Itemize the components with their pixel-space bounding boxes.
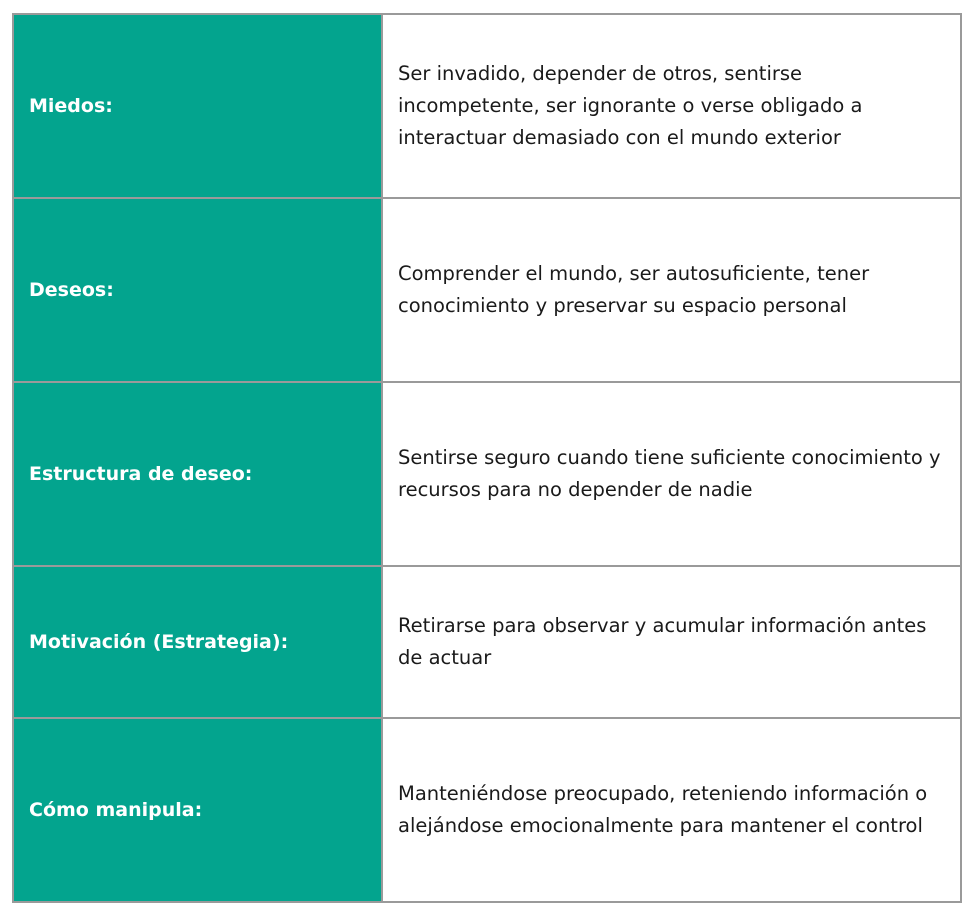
row-label: Miedos: [13, 14, 382, 198]
personality-traits-table [12, 13, 962, 903]
row-value: Retirarse para observar y acumular información antes de actuar [382, 566, 961, 718]
table-row-miedos [13, 14, 961, 198]
table-row-estructura-de-deseo [13, 382, 961, 566]
table-row-deseos [13, 198, 961, 382]
row-label: Estructura de deseo: [13, 382, 382, 566]
table-row-motivacion [13, 566, 961, 718]
row-label: Cómo manipula: [13, 718, 382, 902]
table-row-como-manipula [13, 718, 961, 902]
row-label: Motivación (Estrategia): [13, 566, 382, 718]
row-value: Sentirse seguro cuando tiene suficiente conocimiento y recursos para no depender de nadie [382, 382, 961, 566]
row-value: Ser invadido, depender de otros, sentirse incompetente, ser ignorante o verse obligado a interactuar demasiado con el mundo exterior [382, 14, 961, 198]
row-value: Manteniéndose preocupado, reteniendo información o alejándose emocionalmente para mantener el control [382, 718, 961, 902]
row-label: Deseos: [13, 198, 382, 382]
row-value: Comprender el mundo, ser autosuficiente, tener conocimiento y preservar su espacio personal [382, 198, 961, 382]
